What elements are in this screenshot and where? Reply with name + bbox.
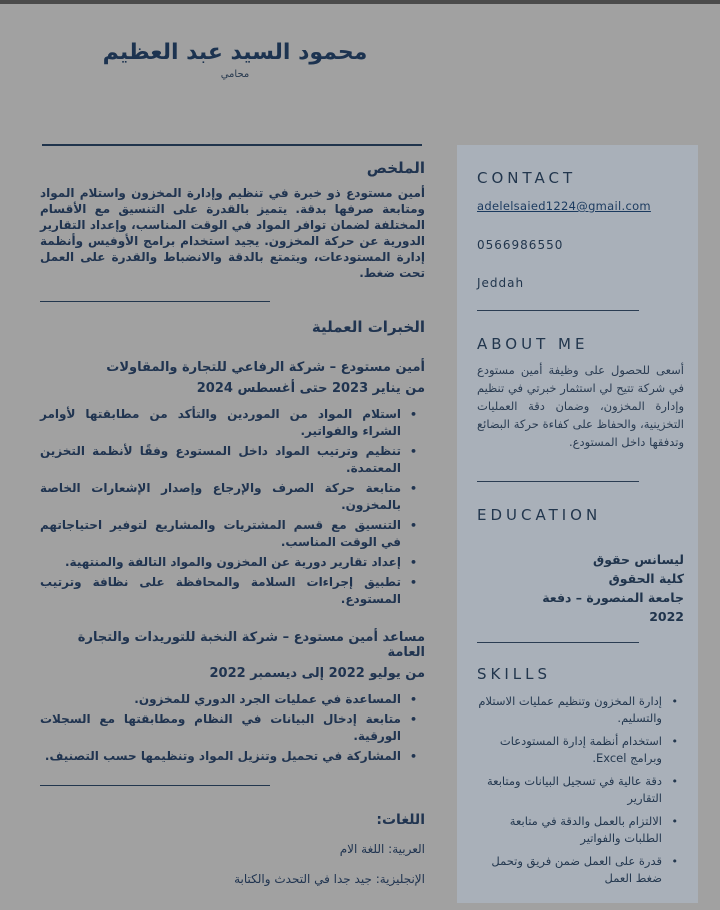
job-title: مساعد أمين مستودع – شركة النخبة للتوريدات والتجارة العامة [77,630,425,660]
main-column [40,145,425,888]
experience-heading: الخبرات العملية [311,318,425,336]
job-bullet: • المساعدة في عمليات الجرد الدوري للمخزون. [40,691,425,708]
job-bullet: • متابعة إدخال البيانات في النظام ومطابقتها مع السجلات الورقية. [40,711,425,745]
education-line: ليسانس حقوق [593,552,684,567]
job-dates: من يوليو 2022 إلى ديسمبر 2022 [209,666,425,681]
job-bullet: • المشاركة في تحميل وتنزيل المواد وتنظيمها حسب التصنيف. [40,748,425,765]
city: Jeddah [477,276,525,290]
about-divider [477,481,639,482]
summary-text: أمين مستودع ذو خبرة في تنظيم وإدارة المخزون واستلام المواد ومتابعة صرفها بدقة. يتميز بالقدرة على التنسيق مع الأقسام المختلفة لضمان توافر المواد في الوقت المناسب، وإعداد التقارير الدورية عن حركة المخزون. يجيد استخدام برامج الأوفيس وأنظمة إدارة المستودعات، ويتمتع بالدقة والانضباط والقدرة على العمل تحت ضغط. [40,186,425,280]
education-heading: EDUCATION [477,506,602,524]
education-divider [477,642,639,643]
page-top-edge [0,0,720,4]
language-item: العربية: اللغة الام [339,842,425,856]
skill-item: • إدارة المخزون وتنظيم عمليات الاستلام والتسليم. [477,693,684,727]
job-bullet: • التنسيق مع قسم المشتريات والمشاريع لتوفير احتياجاتهم في الوقت المناسب. [40,517,425,551]
candidate-name: محمود السيد عبد العظيم [102,40,368,65]
about-text: أسعى للحصول على وظيفة أمين مستودع في شركة تتيح لي استثمار خبرتي في تنظيم وإدارة المخزون، وضمان دقة العمليات التخزينية، والحفاظ على كفاءة حركة البضائع وتدفقها داخل المستودع. [477,363,684,449]
languages-section [40,812,425,888]
phone-number: 0566986550 [477,238,564,252]
header [40,40,430,80]
education-line: جامعة المنصورة – دفعة 2022 [542,590,684,624]
job-bullet: • استلام المواد من الموردين والتأكد من مطابقتها لأوامر الشراء والفواتير. [40,406,425,440]
education-line: كلية الحقوق [608,571,684,586]
contact-heading: CONTACT [477,169,577,187]
contact-divider [477,310,639,311]
skill-list [477,693,684,887]
summary-section [40,159,425,281]
skill-item: • استخدام أنظمة إدارة المستودعات وبرامج Excel. [477,733,684,767]
summary-divider [40,301,270,302]
email-link[interactable]: adelelsaied1224@gmail.com [477,199,651,213]
summary-heading: الملخص [366,159,425,177]
experience-divider [40,785,270,786]
skill-item: • قدرة على العمل ضمن فريق وتحمل ضغط العمل [477,853,684,887]
job-bullet: • تنظيم وترتيب المواد داخل المستودع وفقًا لأنظمة التخزين المعتمدة. [40,443,425,477]
skill-item: • دقة عالية في تسجيل البيانات ومتابعة التقارير [477,773,684,807]
language-list [40,840,425,888]
job-bullet: • تطبيق إجراءات السلامة والمحافظة على نظافة وترتيب المستودع. [40,574,425,608]
language-item: الإنجليزية: جيد جدا في التحدث والكتابة [234,872,425,886]
job-bullet-list [40,406,425,608]
job-title: أمين مستودع – شركة الرفاعي للتجارة والمقاولات [106,360,425,375]
job-entry [40,360,425,608]
job-dates: من يناير 2023 حتى أغسطس 2024 [196,381,425,396]
languages-heading: اللغات: [376,812,425,828]
skills-heading: SKILLS [477,665,552,683]
about-heading: ABOUT ME [477,335,589,353]
education-block [507,550,684,626]
skill-item: • الالتزام بالعمل والدقة في متابعة الطلبات والفواتير [477,813,684,847]
job-bullet-list [40,691,425,765]
job-bullet: • إعداد تقارير دورية عن المخزون والمواد التالفة والمنتهية. [40,554,425,571]
experience-section [40,318,425,765]
job-entry [40,630,425,765]
sidebar [457,145,698,903]
candidate-job-title: محامي [220,69,250,80]
job-bullet: • متابعة حركة الصرف والإرجاع وإصدار الإشعارات الخاصة بالمخزون. [40,480,425,514]
